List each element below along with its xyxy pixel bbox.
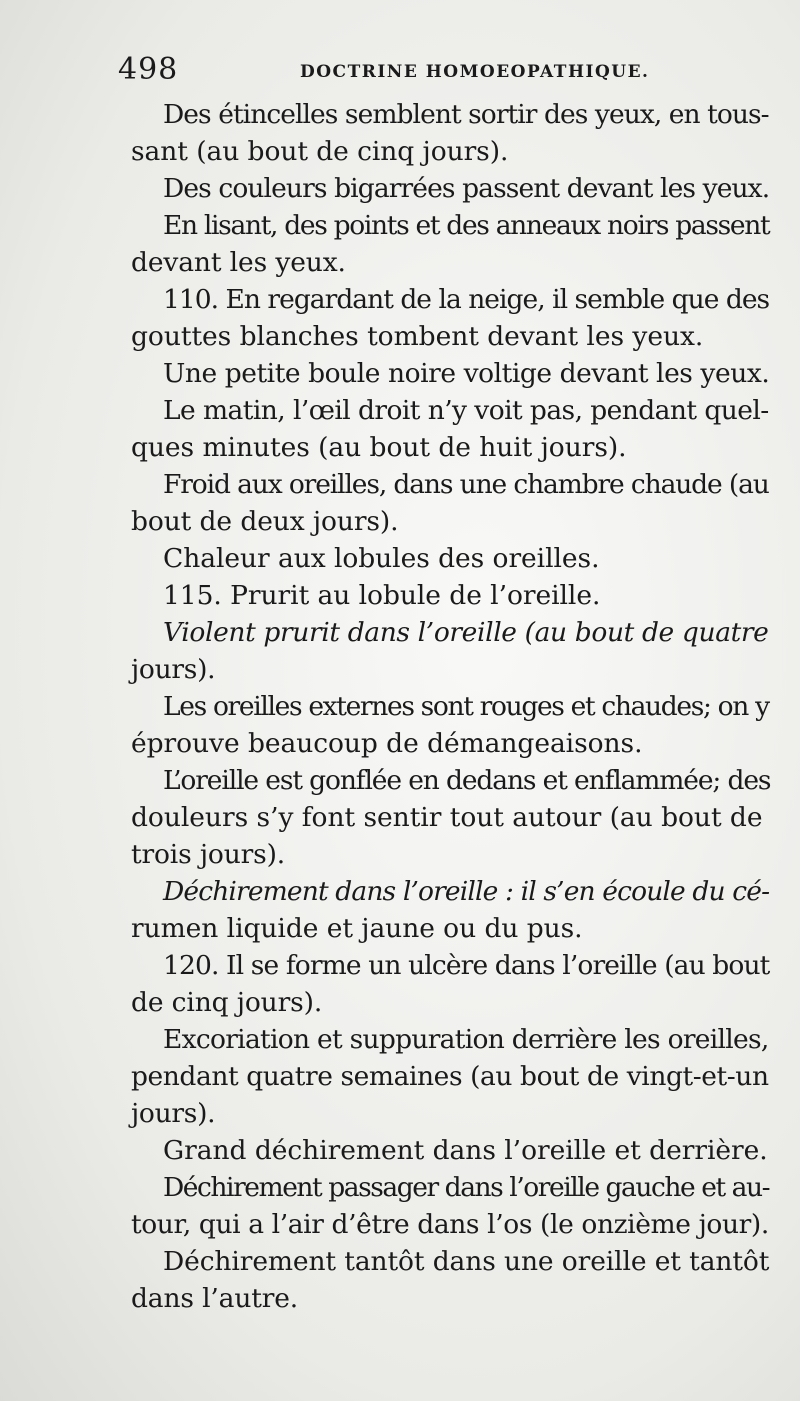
text-line: Violent prurit dans l’oreille (au bout de quatre: [163, 617, 769, 648]
text-line: tour, qui a l’air d’être dans l’os (le onzième jour).: [131, 1209, 769, 1240]
text-line: devant les yeux.: [131, 247, 346, 278]
text-line: Chaleur aux lobules des oreilles.: [163, 543, 600, 574]
text-line: En lisant, des points et des anneaux noirs passent: [163, 210, 770, 241]
text-line: L’oreille est gonflée en dedans et enflammée; des: [163, 765, 771, 796]
text-line: jours).: [131, 654, 216, 685]
running-head: DOCTRINE HOMOEOPATHIQUE.: [300, 62, 650, 82]
text-line: Déchirement dans l’oreille : il s’en écoule du cé-: [163, 876, 770, 907]
text-line: éprouve beaucoup de démangeaisons.: [131, 728, 643, 759]
page-header: [118, 52, 758, 92]
text-line: de cinq jours).: [131, 987, 323, 1018]
text-line: Une petite boule noire voltige devant les yeux.: [163, 358, 770, 389]
text-line: Des étincelles semblent sortir des yeux, en tous-: [163, 99, 769, 130]
text-line: Grand déchirement dans l’oreille et derrière.: [163, 1135, 768, 1166]
text-line: dans l’autre.: [131, 1283, 299, 1314]
text-line: 115. Prurit au lobule de l’oreille.: [163, 580, 601, 611]
text-line: Froid aux oreilles, dans une chambre chaude (au: [163, 469, 769, 500]
text-line: 110. En regardant de la neige, il semble que des: [163, 284, 770, 315]
text-line: Le matin, l’œil droit n’y voit pas, pendant quel-: [163, 395, 769, 426]
text-line: douleurs s’y font sentir tout autour (au bout de: [131, 802, 763, 833]
text-line: bout de deux jours).: [131, 506, 399, 537]
text-line: ques minutes (au bout de huit jours).: [131, 432, 627, 463]
text-line: Les oreilles externes sont rouges et chaudes; on y: [163, 691, 769, 722]
text-line: Déchirement tantôt dans une oreille et tantôt: [163, 1246, 770, 1277]
text-line: trois jours).: [131, 839, 286, 870]
text-line: 120. Il se forme un ulcère dans l’oreille (au bout: [163, 950, 770, 981]
text-line: sant (au bout de cinq jours).: [131, 136, 509, 167]
text-line: jours).: [131, 1098, 216, 1129]
text-line: Déchirement passager dans l’oreille gauche et au-: [163, 1172, 770, 1203]
text-line: rumen liquide et jaune ou du pus.: [131, 913, 583, 944]
text-line: pendant quatre semaines (au bout de vingt-et-un: [131, 1061, 769, 1092]
body-text: [131, 96, 771, 1317]
show-through-text: [520, 150, 527, 175]
text-line: Excoriation et suppuration derrière les oreilles,: [163, 1024, 769, 1055]
text-line: Des couleurs bigarrées passent devant les yeux.: [163, 173, 770, 204]
text-line: gouttes blanches tombent devant les yeux.: [131, 321, 704, 352]
page-number: 498: [118, 52, 179, 87]
